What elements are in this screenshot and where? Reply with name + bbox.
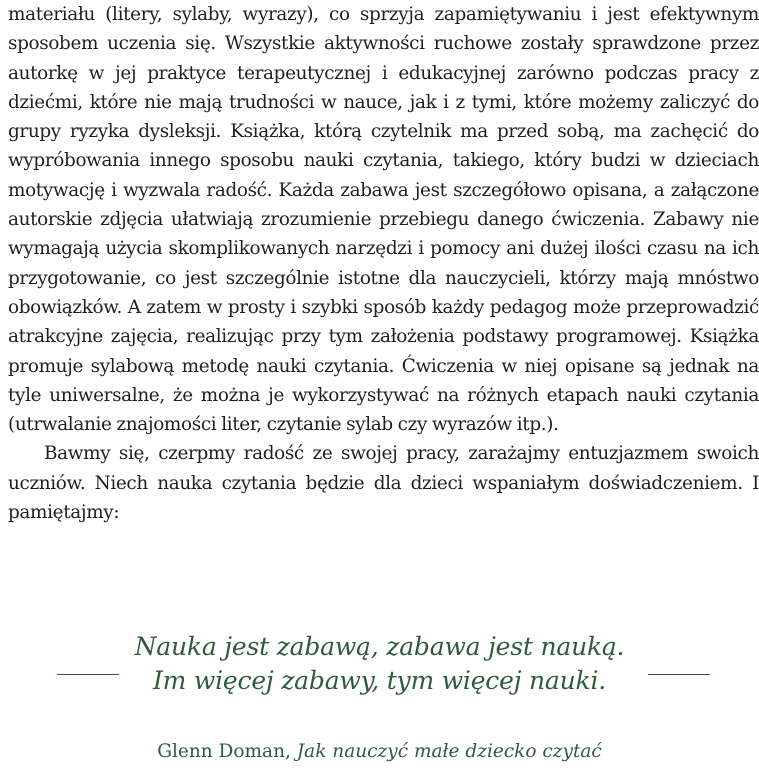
page-body: [8, 0, 759, 527]
paragraph-1: materiału (litery, sylaby, wyrazy), co sprzyja zapamiętywaniu i jest efektywnym sposobem uczenia się. Wszystkie aktywności ruchowe zostały sprawdzone przez autorkę w jej praktyce terapeutycznej i edukacyjnej zarówno podczas pracy z dziećmi, które nie mają trudności w nauce, jak i z tymi, które możemy zaliczyć do grupy ryzyka dysleksji. Książka, którą czytelnik ma przed sobą, ma zachęcić do wypróbowania innego sposobu nauki czytania, takiego, który budzi w dzieciach motywację i wyzwala radość. Każda zabawa jest szczegółowo opisana, a załączone autorskie zdjęcia ułatwiają zrozumienie przebiegu danego ćwiczenia. Zabawy nie wymagają użycia skomplikowanych narzędzi i pomocy ani dużej ilości czasu na ich przygotowanie, co jest szczególnie istotne dla nauczycieli, którzy mają mnóstwo obowiązków. A zatem w prosty i szybki sposób każdy pedagog może przeprowadzić atrakcyjne zajęcia, realizując przy tym założenia podstawy programowej. Książka promuje sylabową metodę nauki czytania. Ćwiczenia w niej opisane są jednak na tyle uniwersalne, że można je wykorzystywać na różnych etapach nauki czytania (utrwalanie znajomości liter, czytanie sylab czy wyrazów itp.).: [8, 4, 759, 436]
quote-line-1: Nauka jest zabawą, zabawa jest nauką.: [134, 632, 625, 661]
epigraph-quote: [0, 630, 759, 698]
quote-line-2: Im więcej zabawy, tym więcej nauki.: [153, 666, 606, 695]
quote-rule-left: [57, 674, 119, 675]
quote-rule-right: [648, 674, 710, 675]
attribution-author: Glenn Doman,: [157, 741, 297, 762]
quote-attribution: [0, 740, 759, 764]
attribution-book-title: Jak nauczyć małe dziecko czytać: [296, 741, 602, 762]
paragraph-2: Bawmy się, czerpmy radość ze swojej pracy, zarażajmy entuzjazmem swoich uczniów. Niech nauka czytania będzie dla dzieci wspaniałym doświadczeniem. I pamiętajmy:: [8, 443, 759, 524]
